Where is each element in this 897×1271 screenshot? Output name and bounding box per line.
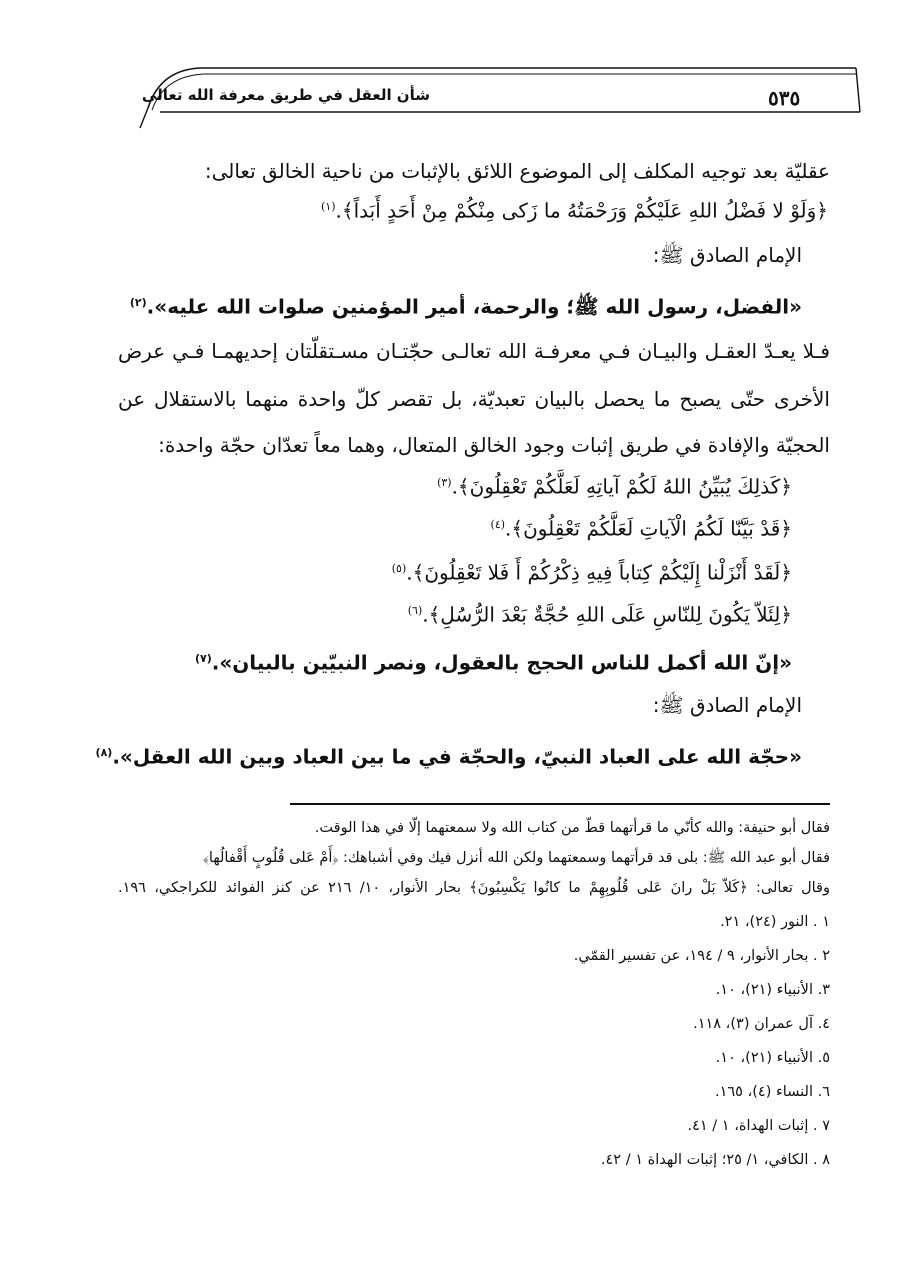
footnote-item: ٥. الأنبياء (٢١)، ١٠. — [715, 1050, 830, 1066]
footnote-item: ٢ . بحار الأنوار، ٩ / ١٩٤، عن تفسير القمّي. — [573, 948, 830, 964]
quran-verse: ﴿لَقَدْ أَنْزَلْنا إِلَيْكُمْ كِتاباً فِيهِ ذِكْرُكُمْ أَ فَلا تَعْقِلُونَ﴾.$^{(٥)}$ — [391, 560, 792, 585]
paragraph-line: عقليّة بعد توجيه المكلف إلى الموضوع اللائق بالإثبات من ناحية الخالق تعالى: — [204, 159, 830, 183]
paragraph-line: فـلا يعـدّ العقـل والبيـان فـي معرفـة الله تعالـى حجّتـان مسـتقلّتان إحديهمـا فـي عرض — [118, 339, 830, 363]
quran-verse: ﴿كَذلِكَ يُبَيِّنُ اللهُ لَكُمْ آياتِهِ لَعَلَّكُمْ تَعْقِلُونَ﴾.$^{(٣)}$ — [437, 474, 792, 499]
footnote-ref: (٤) — [490, 518, 506, 531]
quran-verse: ﴿وَلَوْ لا فَضْلُ اللهِ عَلَيْكُمْ وَرَحْمَتُهُ ما زَكى مِنْكُمْ مِنْ أَحَدٍ أَبَداً﴾.$^{(١)}$ — [320, 198, 828, 223]
footnote-ref: (٣) — [437, 476, 452, 489]
header-frame-ornament — [0, 0, 897, 140]
footnote-ref: (٨) — [95, 746, 113, 759]
quran-verse: ﴿لِئَلاّ يَكُونَ لِلنّاسِ عَلَى اللهِ حُجَّةٌ بَعْدَ الرُّسُلِ﴾.$^{(٦)}$ — [407, 602, 792, 627]
hadith-quote: «حجّة الله على العباد النبيّ، والحجّة في ما بين العباد وبين الله العقل».$^{(٨)}$ — [95, 744, 802, 769]
narrator-heading: الإمام الصادق ﷺ: — [652, 693, 802, 717]
hadith-quote: «إنّ الله أكمل للناس الحجج بالعقول، ونصر النبيّين بالبيان».$^{(٧)}$ — [194, 650, 792, 675]
footnote-item: ٧ . إثبات الهداة، ١ / ٤١. — [687, 1118, 830, 1134]
footnote-line: وقال تعالى: ﴿كَلاّ بَلْ رانَ عَلى قُلُوبِهِمْ ما كانُوا يَكْسِبُونَ﴾ بحار الأنوار، ١٠/ ٢١٦ عن كنز الفوائد للكراجكي، ١٩٦. — [118, 880, 830, 896]
page-number: ٥٣٥ — [768, 86, 801, 110]
hadith-quote: «الفضل، رسول الله ﷺ؛ والرحمة، أمير المؤمنين صلوات الله عليه».$^{(٢)}$ — [129, 294, 802, 319]
footnote-item: ٨ . الكافي، ١/ ٢٥؛ إثبات الهداة ١ / ٤٢. — [600, 1152, 830, 1168]
footnote-separator — [290, 803, 830, 805]
narrator-heading: الإمام الصادق ﷺ: — [652, 243, 802, 267]
footnote-line: فقال أبو حنيفة: والله كأنّي ما قرأتهما قطّ من كتاب الله ولا سمعتهما إلّا في هذا الوقت. — [314, 820, 830, 836]
footnote-ref: (٥) — [391, 562, 407, 575]
footnote-line: فقال أبو عبد الله ﷺ: بلى قد قرأتهما وسمعتهما ولكن الله أنزل فيك وفي أشباهك: ﴿أَمْ عَلى قُلُوبٍ أَقْفالُها﴾ — [202, 850, 830, 866]
footnote-ref: (٦) — [407, 604, 423, 617]
footnote-item: ١ . النور (٢٤)، ٢١. — [720, 914, 830, 930]
quran-verse: ﴿قَدْ بَيَّنّا لَكُمُ الْآياتِ لَعَلَّكُمْ تَعْقِلُونَ﴾.$^{(٤)}$ — [490, 516, 792, 541]
paragraph-line: الحجيّة والإفادة في طريق إثبات وجود الخالق المتعال، وهما معاً تعدّان حجّة واحدة: — [158, 433, 830, 457]
paragraph-line: الأخرى حتّى يصبح ما يحصل بالبيان تعبديّة، بل تقصر كلّ واحدة منهما بالاستقلال عن — [118, 387, 830, 411]
footnote-ref: (١) — [320, 200, 336, 213]
running-title: شأن العقل في طريق معرفة الله تعالى — [141, 86, 430, 104]
footnote-ref: (٧) — [194, 652, 212, 665]
footnote-item: ٦. النساء (٤)، ١٦٥. — [714, 1084, 830, 1100]
footnote-item: ٤. آل عمران (٣)، ١١٨. — [693, 1016, 830, 1032]
footnote-ref: (٢) — [129, 296, 147, 309]
footnote-item: ٣. الأنبياء (٢١)، ١٠. — [715, 982, 830, 998]
